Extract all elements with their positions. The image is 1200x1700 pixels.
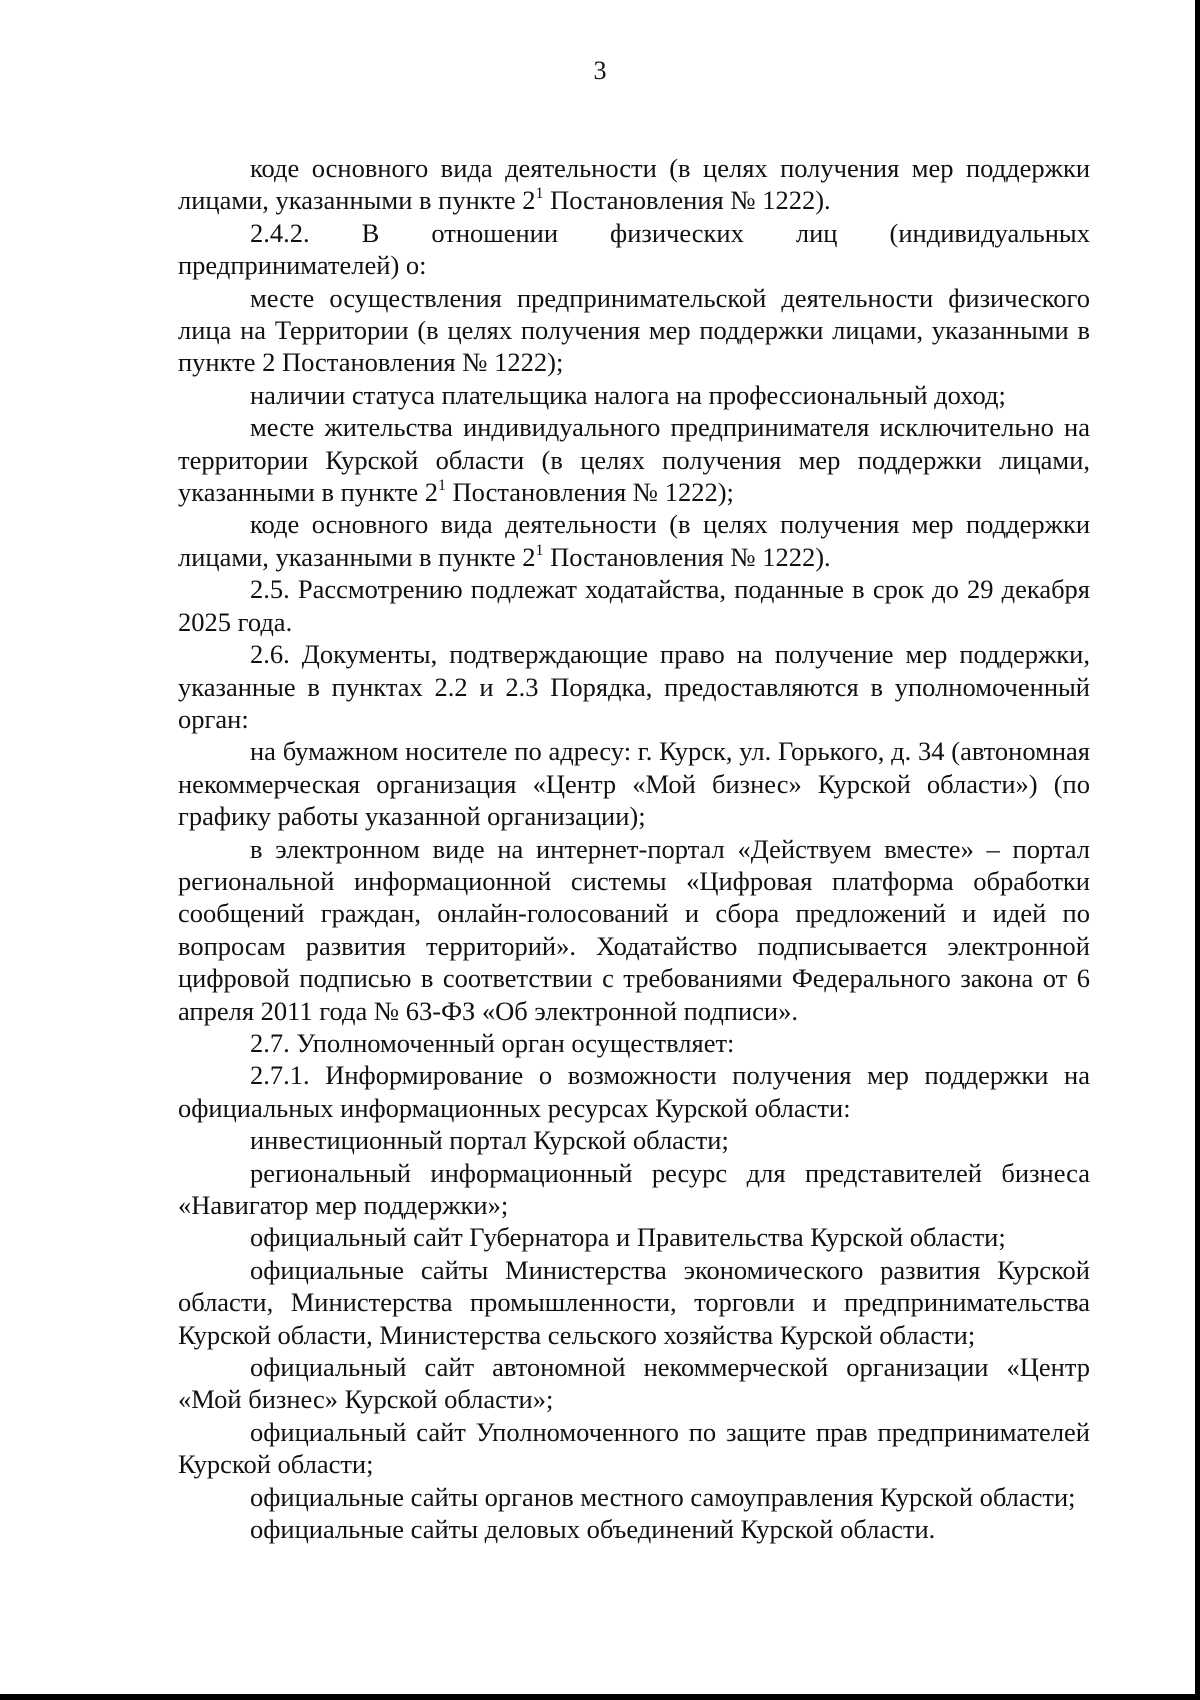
paragraph: региональный информационный ресурс для представителей бизнеса «Навигатор мер поддержки»; — [178, 1157, 1090, 1220]
page-number: 3 — [593, 56, 607, 85]
paragraph: месте жительства индивидуального предпринимателя исключительно на территории Курской области (в целях получения мер поддержки лицами, указанными в пункте $2^1$ Постановления № 1222); — [178, 412, 1090, 508]
paragraph: 2.6. Документы, подтверждающие право на получение мер поддержки, указанные в пунктах 2.2 и 2.3 Порядка, предоставляются в уполномоченный орган: — [178, 639, 1090, 734]
paragraph: официальный сайт Губернатора и Правительства Курской области; — [250, 1222, 1006, 1253]
paragraph: в электронном виде на интернет-портал «Действуем вместе» – портал региональной информационной системы «Цифровая платформа обработки сообщений граждан, онлайн-голосований и сбора предложений и идей по вопросам развития территорий». Ходатайство подписывается электронной цифровой подписью в соответствии с требованиями Федерального закона от 6 апреля 2011 года № 63-ФЗ «Об электронной подписи». — [178, 833, 1090, 1026]
paragraph: 2.7.1. Информирование о возможности получения мер поддержки на официальных информационных ресурсах Курской области: — [178, 1060, 1090, 1123]
paragraph: 2.5. Рассмотрению подлежат ходатайства, поданные в срок до 29 декабря 2025 года. — [178, 574, 1090, 637]
paragraph: инвестиционный портал Курской области; — [250, 1125, 729, 1156]
scan-edge-right — [1195, 0, 1200, 1700]
paragraph: коде основного вида деятельности (в целях получения мер поддержки лицами, указанными в пункте $2^1$ Постановления № 1222). — [178, 509, 1090, 572]
paragraph: наличии статуса плательщика налога на профессиональный доход; — [250, 379, 1006, 410]
scan-edge-bottom — [0, 1694, 1200, 1700]
paragraph: официальные сайты органов местного самоуправления Курской области; — [250, 1481, 1076, 1512]
paragraph: официальные сайты деловых объединений Курской области. — [250, 1514, 936, 1545]
paragraph: коде основного вида деятельности (в целях получения мер поддержки лицами, указанными в пункте $2^1$ Постановления № 1222). — [178, 153, 1090, 216]
paragraph: на бумажном носителе по адресу: г. Курск, ул. Горького, д. 34 (автономная некоммерческая организация «Центр «Мой бизнес» Курской области») (по графику работы указанной организации); — [178, 736, 1090, 832]
document-body — [178, 152, 1090, 1545]
paragraph: официальный сайт Уполномоченного по защите прав предпринимателей Курской области; — [178, 1416, 1090, 1480]
paragraph: месте осуществления предпринимательской деятельности физического лица на Территории (в целях получения мер поддержки лицами, указанными в пункте 2 Постановления № 1222); — [178, 282, 1090, 378]
paragraph: 2.4.2. В отношении физических лиц (индивидуальных предпринимателей) о: — [178, 217, 1090, 281]
paragraph: официальные сайты Министерства экономического развития Курской области, Министерства промышленности, торговли и предпринимательства Курской области, Министерства сельского хозяйства Курской области; — [178, 1254, 1090, 1350]
paragraph: 2.7. Уполномоченный орган осуществляет: — [250, 1027, 735, 1058]
paragraph: официальный сайт автономной некоммерческой организации «Центр «Мой бизнес» Курской области»; — [178, 1352, 1090, 1415]
